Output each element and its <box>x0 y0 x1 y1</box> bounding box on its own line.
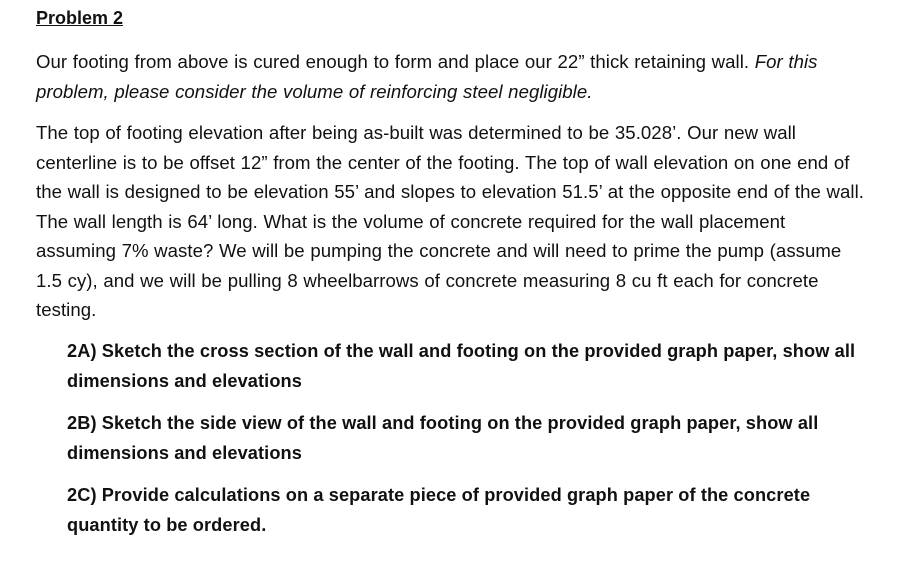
document-page <box>36 6 866 552</box>
task-list <box>67 336 866 540</box>
task-2b: 2B) Sketch the side view of the wall and footing on the provided graph paper, show all dimensions and elevations <box>67 412 819 463</box>
intro-italic-note: For this problem, please consider the volume of reinforcing steel negligible. <box>36 51 818 102</box>
intro-text: Our footing from above is cured enough to form and place our 22” thick retaining wall. <box>36 51 755 72</box>
problem-title: Problem 2 <box>36 8 124 28</box>
intro-paragraph <box>36 47 866 106</box>
problem-details-paragraph: The top of footing elevation after being as-built was determined to be 35.028’. Our new wall centerline is to be offset 12” from the center of the footing. The top of wall elevation on one end of the wall is designed to be elevation 55’ and slopes to elevation 51.5’ at the opposite end of the wall. The wall length is 64’ long. What is the volume of concrete required for the wall placement assuming 7% waste? We will be pumping the concrete and will need to prime the pump (assume 1.5 cy), and we will be pulling 8 wheelbarrows of concrete measuring 8 cu ft each for concrete testing. <box>36 122 864 320</box>
task-2a: 2A) Sketch the cross section of the wall and footing on the provided graph paper, show all dimensions and elevations <box>67 340 856 391</box>
task-2c: 2C) Provide calculations on a separate piece of provided graph paper of the concrete quantity to be ordered. <box>67 484 811 535</box>
